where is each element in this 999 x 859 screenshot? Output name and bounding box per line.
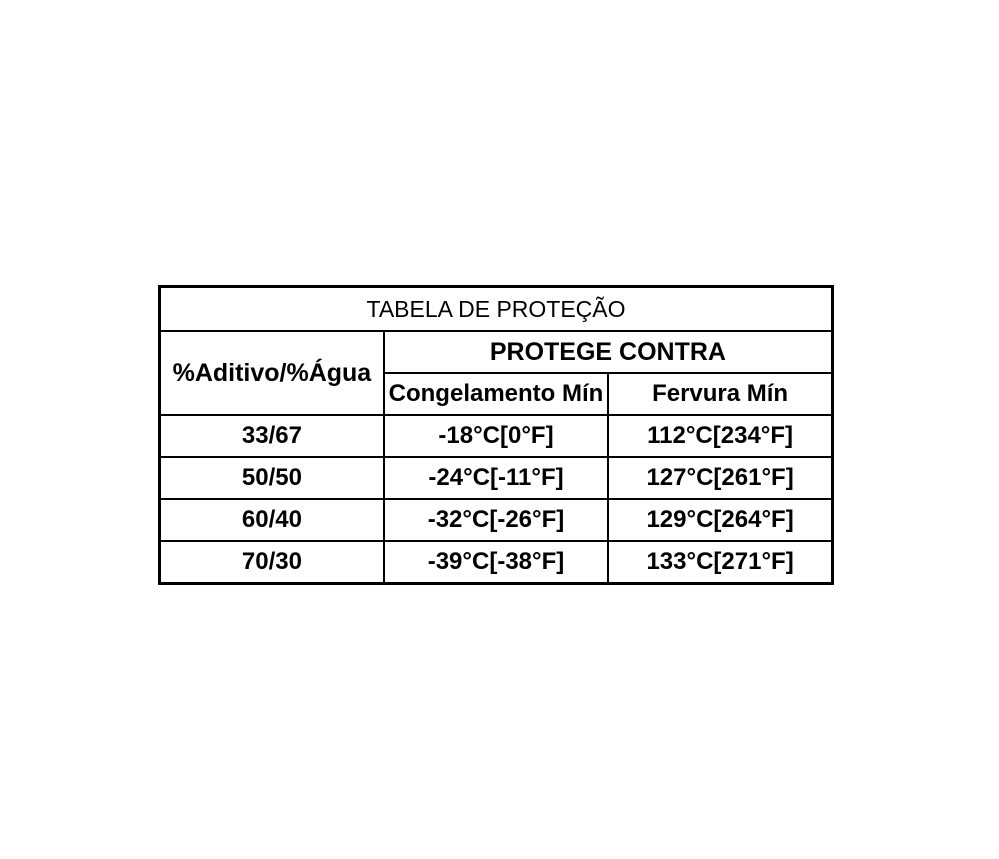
column-header-freezing-min: Congelamento Mín bbox=[384, 373, 608, 415]
cell-ratio: 33/67 bbox=[160, 415, 384, 457]
table-title: TABELA DE PROTEÇÃO bbox=[160, 287, 833, 332]
cell-ratio: 70/30 bbox=[160, 541, 384, 584]
cell-boil: 133°C[271°F] bbox=[608, 541, 832, 584]
cell-freeze: -24°C[-11°F] bbox=[384, 457, 608, 499]
table-row bbox=[160, 499, 833, 541]
column-header-boiling-min: Fervura Mín bbox=[608, 373, 832, 415]
cell-boil: 127°C[261°F] bbox=[608, 457, 832, 499]
cell-boil: 129°C[264°F] bbox=[608, 499, 832, 541]
table-row-group-header bbox=[160, 331, 833, 373]
protection-table-container bbox=[158, 285, 834, 585]
cell-freeze: -32°C[-26°F] bbox=[384, 499, 608, 541]
table-row bbox=[160, 457, 833, 499]
cell-freeze: -18°C[0°F] bbox=[384, 415, 608, 457]
table-row bbox=[160, 541, 833, 584]
cell-ratio: 60/40 bbox=[160, 499, 384, 541]
cell-freeze: -39°C[-38°F] bbox=[384, 541, 608, 584]
group-header-protects-against: PROTEGE CONTRA bbox=[384, 331, 833, 373]
cell-ratio: 50/50 bbox=[160, 457, 384, 499]
cell-boil: 112°C[234°F] bbox=[608, 415, 832, 457]
table-row bbox=[160, 415, 833, 457]
column-header-additive-water-ratio: %Aditivo/%Água bbox=[160, 331, 384, 415]
protection-table bbox=[158, 285, 834, 585]
table-row-title bbox=[160, 287, 833, 332]
